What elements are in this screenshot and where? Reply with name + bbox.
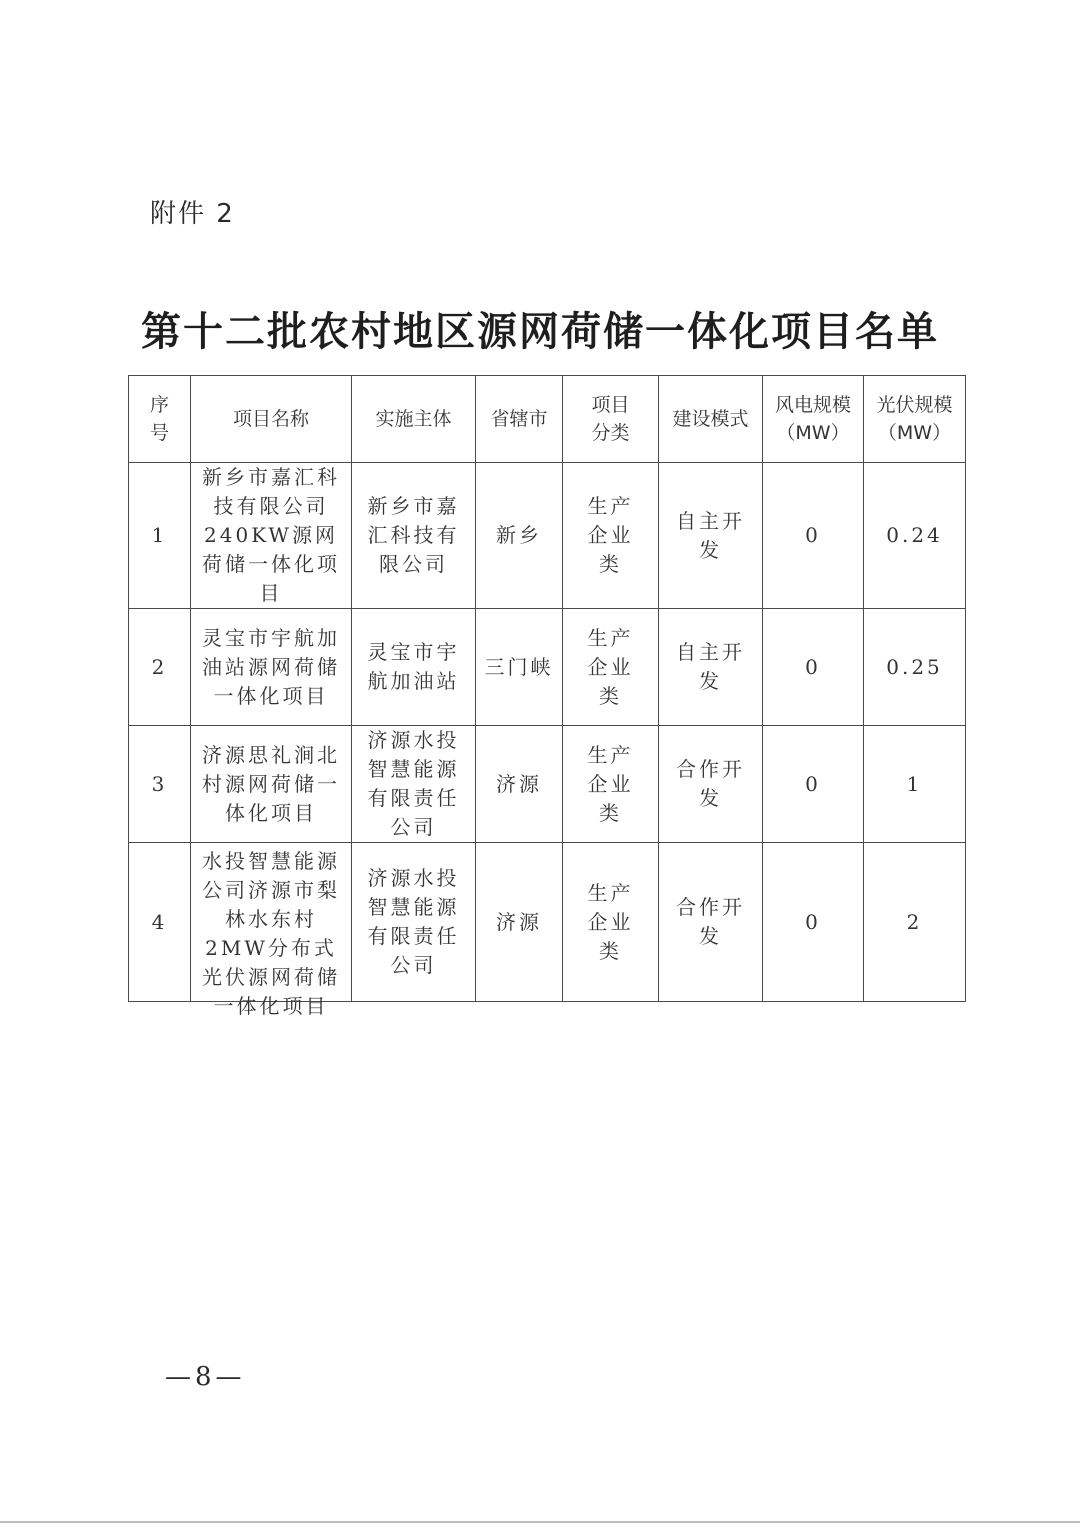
cell-entity: 济源水投智慧能源有限责任公司 (352, 726, 476, 843)
table-row (129, 843, 966, 1002)
cell-mode: 自主开发 (659, 609, 763, 726)
cell-city: 济源 (476, 726, 563, 843)
cell-category: 生产企业类 (563, 843, 659, 1002)
page-bottom-rule (0, 1521, 1080, 1523)
cell-wind: 0 (763, 726, 864, 843)
cell-category: 生产企业类 (563, 609, 659, 726)
cell-solar: 2 (864, 843, 966, 1002)
cell-project-name: 济源思礼涧北村源网荷储一体化项目 (191, 726, 352, 843)
table-row (129, 609, 966, 726)
cell-wind: 0 (763, 843, 864, 1002)
cell-solar: 0.24 (864, 463, 966, 609)
cell-mode: 合作开发 (659, 843, 763, 1002)
header-category: 项目分类 (563, 376, 659, 463)
header-mode: 建设模式 (659, 376, 763, 463)
attachment-label: 附件 2 (150, 199, 235, 229)
cell-no: 1 (129, 463, 191, 609)
header-city: 省辖市 (476, 376, 563, 463)
cell-project-name (191, 843, 352, 1018)
cell-project-name: 灵宝市宇航加油站源网荷储一体化项目 (191, 609, 352, 726)
cell-project-name: 新乡市嘉汇科技有限公司240KW源网荷储一体化项目 (191, 463, 352, 609)
table-header-row (129, 376, 966, 463)
cell-no: 3 (129, 726, 191, 843)
cell-wind: 0 (763, 609, 864, 726)
cell-mode: 合作开发 (659, 726, 763, 843)
header-solar-scale: 光伏规模（MW） (864, 376, 966, 463)
header-project-name: 项目名称 (191, 376, 352, 463)
cell-city: 济源 (476, 843, 563, 1002)
cell-no: 2 (129, 609, 191, 726)
cell-solar: 0.25 (864, 609, 966, 726)
cell-no: 4 (129, 843, 191, 1002)
project-table (128, 375, 966, 1018)
cell-entity: 灵宝市宇航加油站 (352, 609, 476, 726)
page-title: 第十二批农村地区源网荷储一体化项目名单 (141, 308, 939, 355)
cell-project-name-text: 水投智慧能源公司济源市梨林水东村2MW分布式光伏源网荷储一体化项目 (202, 849, 340, 1018)
cell-entity: 新乡市嘉汇科技有限公司 (352, 463, 476, 609)
cell-solar: 1 (864, 726, 966, 843)
table-row (129, 726, 966, 843)
table-row (129, 463, 966, 609)
cell-category: 生产企业类 (563, 463, 659, 609)
cell-city: 新乡 (476, 463, 563, 609)
cell-city: 三门峡 (476, 609, 563, 726)
cell-category: 生产企业类 (563, 726, 659, 843)
page-number: —8— (165, 1362, 246, 1392)
header-entity: 实施主体 (352, 376, 476, 463)
cell-wind: 0 (763, 463, 864, 609)
cell-mode: 自主开发 (659, 463, 763, 609)
cell-entity: 济源水投智慧能源有限责任公司 (352, 843, 476, 1002)
header-wind-scale: 风电规模（MW） (763, 376, 864, 463)
header-no: 序号 (129, 376, 191, 463)
